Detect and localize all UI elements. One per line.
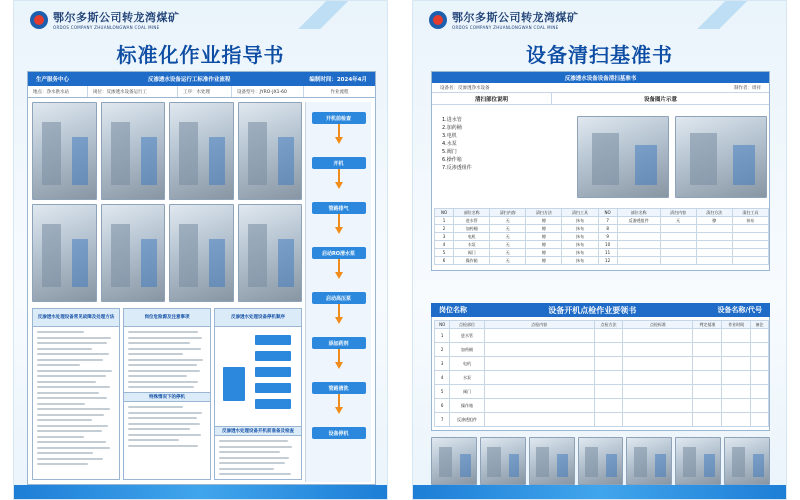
shutdown-diagram bbox=[215, 327, 301, 426]
list-item: 7.反渗透组件 bbox=[442, 165, 472, 171]
cleaning-standard-card bbox=[431, 71, 770, 271]
hazard-block bbox=[123, 308, 211, 480]
images-header: 设备图片示意 bbox=[643, 96, 677, 103]
arrow-down-icon bbox=[335, 182, 343, 189]
table-row: 1 进水管 bbox=[435, 329, 769, 343]
list-item: 2.加药桶 bbox=[442, 125, 462, 131]
arrow-down-icon bbox=[335, 317, 343, 324]
flow-header-cell: 作业流程 bbox=[330, 89, 349, 95]
location-cell: 地点：净水供水站 bbox=[28, 86, 88, 97]
brand-header bbox=[429, 9, 579, 30]
block-text bbox=[124, 402, 210, 451]
flow-step: 开机前检查 bbox=[312, 112, 366, 124]
flow-step: 设备停机 bbox=[312, 427, 366, 439]
equipment-photo bbox=[101, 204, 166, 302]
page-title: 标准化作业指导书 bbox=[116, 43, 285, 67]
block-text bbox=[124, 327, 210, 392]
company-logo-icon bbox=[30, 11, 48, 29]
table-row: 3 电机 bbox=[435, 357, 769, 371]
brand-name-en: ORDOS COMPANY ZHUANLONGWAN COAL MINE bbox=[53, 25, 160, 30]
equipment-photo bbox=[169, 204, 234, 302]
equipment-photo bbox=[169, 102, 234, 200]
instruction-blocks bbox=[32, 308, 302, 480]
list-item: 6.操作箱 bbox=[442, 157, 462, 163]
list-item: 3.电机 bbox=[442, 133, 457, 139]
left-poster bbox=[13, 0, 388, 500]
equipment-photo bbox=[238, 102, 303, 200]
table-row: 1 进水管 无 擦 抹布 7 反渗透组件 无 擦 抹布 bbox=[435, 217, 769, 225]
block-text bbox=[215, 436, 301, 479]
arrow-down-icon bbox=[335, 362, 343, 369]
dept-label: 生产服务中心 bbox=[36, 77, 70, 83]
bottom-band bbox=[413, 485, 786, 499]
equipment-photo bbox=[577, 116, 669, 198]
equipment-photo bbox=[238, 204, 303, 302]
header-decoration bbox=[267, 1, 387, 29]
post-name-label: 岗位名称 bbox=[439, 306, 467, 314]
bottom-band bbox=[14, 485, 387, 499]
block-text bbox=[33, 327, 119, 469]
table-header-row: NO 点检部位 点检内容 点检方法 点检标准 判定基准 作业时间 备注 bbox=[435, 321, 769, 329]
split-header bbox=[432, 93, 769, 105]
table-row: 5 阀门 无 擦 抹布 11 bbox=[435, 249, 769, 257]
table-row: 6 操作箱 无 擦 抹布 12 bbox=[435, 257, 769, 265]
page-title: 设备清扫基准书 bbox=[526, 43, 673, 67]
brand-name-en: ORDOS COMPANY ZHUANLONGWAN COAL MINE bbox=[452, 25, 559, 30]
brand-name-cn: 鄂尔多斯公司转龙湾煤矿 bbox=[53, 11, 180, 24]
process-cell: 工序：水处理 bbox=[178, 86, 232, 97]
shutdown-block bbox=[214, 308, 302, 480]
equipment-photo bbox=[101, 102, 166, 200]
brand-header bbox=[30, 9, 180, 30]
cleaning-table bbox=[434, 208, 769, 265]
arrow-down-icon bbox=[335, 272, 343, 279]
table-row: 2 加药桶 bbox=[435, 343, 769, 357]
right-poster bbox=[412, 0, 787, 500]
equipment-name: 设备名：反渗透净水设备 bbox=[440, 85, 490, 91]
equipment-photo bbox=[529, 437, 575, 485]
equipment-photo bbox=[431, 437, 477, 485]
inspection-banner bbox=[431, 303, 770, 317]
flow-step: 添加药剂 bbox=[312, 337, 366, 349]
equipment-photo bbox=[675, 116, 767, 198]
equipment-photo bbox=[626, 437, 672, 485]
flow-step: 启动高压泵 bbox=[312, 292, 366, 304]
arrow-down-icon bbox=[335, 407, 343, 414]
fault-block bbox=[32, 308, 120, 480]
flow-step: 管路排气 bbox=[312, 202, 366, 214]
workflow-column bbox=[305, 102, 371, 482]
equipment-photo bbox=[724, 437, 770, 485]
flow-step: 管路清洗 bbox=[312, 382, 366, 394]
equipment-photo bbox=[32, 102, 97, 200]
equipment-photo bbox=[32, 204, 97, 302]
inspection-photo-strip bbox=[431, 437, 770, 485]
table-row: 6 操作箱 bbox=[435, 399, 769, 413]
section-subtitle: 特殊情况下的停机 bbox=[124, 392, 210, 402]
table-row: 7 反渗透组件 bbox=[435, 413, 769, 427]
company-logo-icon bbox=[429, 11, 447, 29]
table-row: 4 水泵 无 擦 抹布 10 bbox=[435, 241, 769, 249]
parts-header: 清扫部位说明 bbox=[432, 93, 552, 104]
table-row: 2 加药桶 无 擦 抹布 8 bbox=[435, 225, 769, 233]
flow-step: 启动RO清水泵 bbox=[312, 247, 366, 259]
block-title: 岗位危险源及注意事项 bbox=[124, 309, 210, 327]
block-title: 反渗透水处理设备停机顺序 bbox=[215, 309, 301, 327]
block-title: 反渗透水处理设备常见故障及处理方法 bbox=[33, 309, 119, 327]
arrow-down-icon bbox=[335, 227, 343, 234]
parts-list bbox=[442, 116, 472, 172]
info-row bbox=[28, 86, 375, 98]
equipment-images bbox=[577, 116, 767, 198]
model-cell: 设备型号：JYRO-JX1-60 bbox=[232, 86, 304, 97]
list-item: 5.阀门 bbox=[442, 149, 457, 155]
header-decoration bbox=[666, 1, 786, 29]
table-header-row: NO 部位名称 清扫内容 清扫方法 清扫工具 NO 部位名称 清扫内容 清扫方法 清扫工具 bbox=[435, 209, 769, 217]
inspection-table bbox=[434, 320, 769, 427]
equipment-photo bbox=[578, 437, 624, 485]
equipment-photo bbox=[675, 437, 721, 485]
section-subtitle: 反渗透水处理设备开机前准备及检查 bbox=[215, 426, 301, 436]
table-row: 3 电机 无 擦 抹布 9 bbox=[435, 233, 769, 241]
inspection-card bbox=[431, 303, 770, 431]
brand-name-cn: 鄂尔多斯公司转龙湾煤矿 bbox=[452, 11, 579, 24]
meta-row bbox=[432, 83, 769, 93]
equipment-code-label: 设备名称/代号 bbox=[717, 306, 762, 314]
date-label: 编制时间：2024年4月 bbox=[309, 77, 367, 83]
doc-header bbox=[28, 72, 375, 86]
table-row: 4 水泵 bbox=[435, 371, 769, 385]
inspection-title: 设备开机点检作业要领书 bbox=[548, 305, 637, 315]
equipment-photo bbox=[480, 437, 526, 485]
flow-step: 开机 bbox=[312, 157, 366, 169]
equipment-photo-grid bbox=[32, 102, 302, 302]
arrow-down-icon bbox=[335, 137, 343, 144]
doc-title: 反渗透水设备运行工标准作业流程 bbox=[147, 77, 231, 83]
list-item: 1.进水管 bbox=[442, 117, 462, 123]
list-item: 4.水泵 bbox=[442, 141, 457, 147]
table-row: 5 阀门 bbox=[435, 385, 769, 399]
author-name: 制作者：周祥 bbox=[734, 85, 761, 91]
post-cell: 岗位：反渗透水设备运行工 bbox=[88, 86, 178, 97]
card-title: 反渗透水设备设备清扫基准书 bbox=[432, 72, 769, 83]
guide-document bbox=[27, 71, 376, 485]
